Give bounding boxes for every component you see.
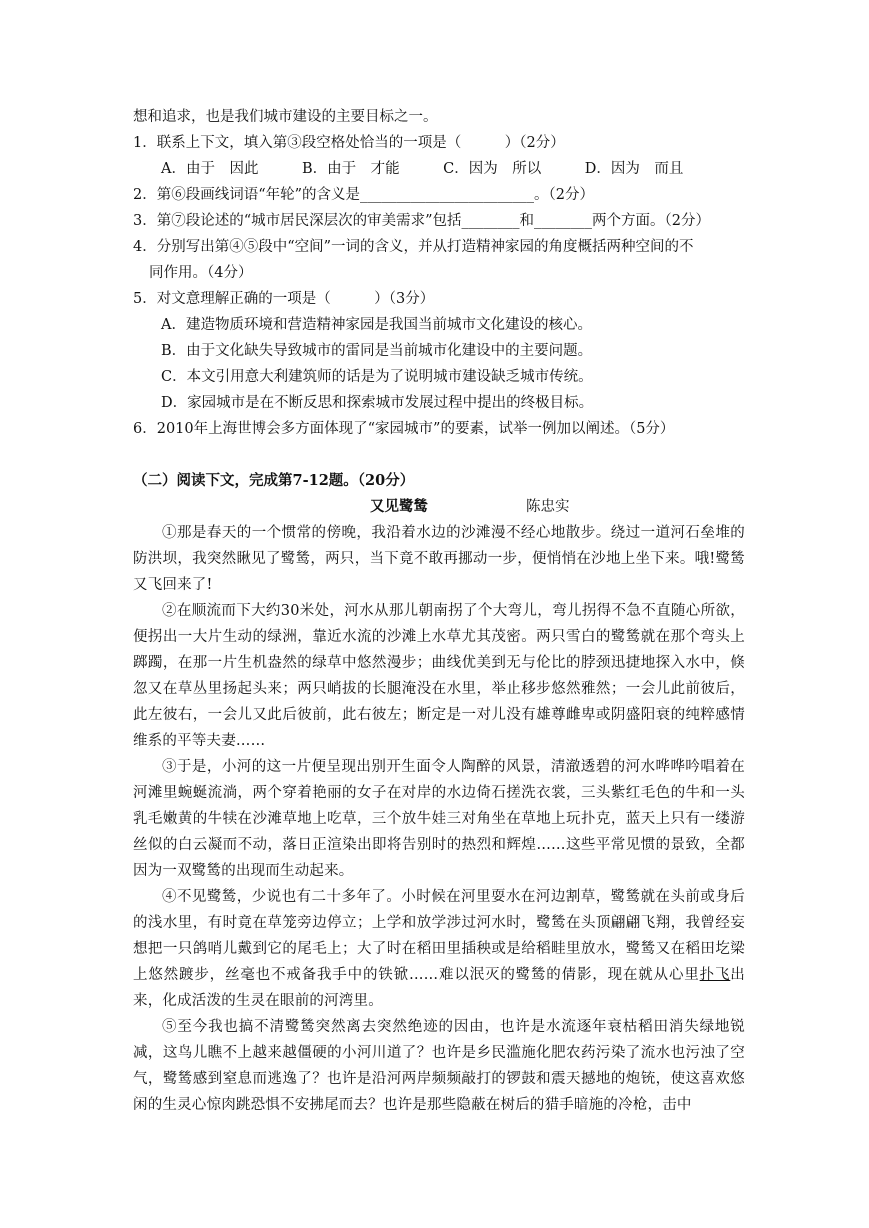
article-title-row [133,494,745,520]
question-4-line-2: 同作用。（4分） [149,265,253,281]
paragraph-5: ⑤至今我也搞不清鹭鸶突然离去突然绝迹的因由，也许是水流逐年衰枯稻田消失绿地锐减，这鸟儿瞧不上越来越僵硬的小河川道了？也许是乡民滥施化肥农药污染了流水也污浊了空气，鹭鸶感到窒息而逃逸了？也许是沿河两岸频频敲打的锣鼓和震天撼地的炮铳，使这喜欢悠闲的生灵心惊肉跳恐惧不安拂尾而去？也许是那些隐蔽在树后的猎手暗施的冷枪，击中 [133,1019,745,1113]
question-4-line-1: 4．分别写出第④⑤段中“空间”一词的含义，并从打造精神家园的角度概括两种空间的不 [133,239,694,255]
question-5-option-d: D．家园城市是在不断反思和探索城市发展过程中提出的终极目标。 [161,395,594,411]
intro-line: 想和追求，也是我们城市建设的主要目标之一。 [133,109,438,125]
question-5-option-a: A．建造物质环境和营造精神家园是我国当前城市文化建设的核心。 [161,317,592,333]
paragraph-4-text-after: 出来，化成活泼的生灵在眼前的河湾里。 [133,967,745,1009]
question-2: 2．第⑥段画线词语“年轮”的含义是________________________。（2分） [133,187,595,203]
question-3: 3．第⑦段论述的“城市居民深层次的审美需求”包括________和________两个方面。（2分） [133,213,711,229]
question-1-options: A．由于 因此 B．由于 才能 C．因为 所以 D．因为 而且 [161,161,684,177]
paragraph-3: ③于是，小河的这一片便呈现出别开生面令人陶醉的风景，清澈透碧的河水哗哗吟唱着在河滩里蜿蜒流淌，两个穿着艳丽的女子在对岸的水边倚石搓洗衣裳，三头紫红毛色的牛和一头乳毛嫩黄的牛犊在沙滩草地上吃草，三个放牛娃三对角坐在草地上玩扑克，蓝天上只有一缕游丝似的白云凝而不动，落日正渲染出即将告别时的热烈和辉煌……这些平常见惯的景致，全都因为一双鹭鸶的出现而生动起来。 [133,759,745,879]
question-5-option-b: B．由于文化缺失导致城市的雷同是当前城市化建设中的主要问题。 [161,343,593,359]
paragraph-4-text-before: ④不见鹭鸶，少说也有二十多年了。小时候在河里耍水在河边割草，鹭鸶就在头前或身后的浅水里，有时竟在草笼旁边停立；上学和放学涉过河水时，鹭鸶在头顶翩翩飞翔，我曾经妄想把一只鸽哨儿戴到它的尾毛上；大了时在稻田里插秧或是给稻畦里放水，鹭鸶又在稻田圪梁上悠然踱步，丝毫也不戒备我手中的铁锨……难以泯灭的鹭鸶的倩影，现在就从心里 [133,889,745,983]
article-author: 陈忠实 [526,499,570,515]
question-1: 1．联系上下文，填入第③段空格处恰当的一项是（ ）（2分） [133,135,565,151]
paragraph-4 [133,884,745,1014]
question-5: 5．对文意理解正确的一项是（ ）（3分） [133,291,435,307]
underlined-word-pufei: 扑飞 [699,967,731,983]
paragraph-2: ②在顺流而下大约30米处，河水从那儿朝南拐了个大弯儿，弯儿拐得不急不直随心所欲，便拐出一大片生动的绿洲，靠近水流的沙滩上水草尤其茂密。两只雪白的鹭鸶就在那个弯头上踯躅，在那一片生机盎然的绿草中悠然漫步；曲线优美到无与伦比的脖颈迅捷地探入水中，倏忽又在草丛里扬起头来；两只峭拔的长腿淹没在水里，举止移步悠然雅然；一会儿此前彼后，此左彼右，一会儿又此后彼前，此右彼左；断定是一对儿没有雄尊雌卑或阴盛阳衰的纯粹感情维系的平等夫妻…… [133,603,745,749]
section-2-heading: （二）阅读下文，完成第7-12题。（20分） [133,472,415,489]
article-title: 又见鹭鸶 [370,498,428,515]
exam-page [133,104,745,1118]
paragraph-1: ①那是春天的一个惯常的傍晚，我沿着水边的沙滩漫不经心地散步。绕过一道河石垒堆的防洪坝，我突然瞅见了鹭鸶，两只，当下竟不敢再挪动一步，便悄悄在沙地上坐下来。哦!鹭鸶又飞回来了! [133,525,745,593]
question-6: 6．2010年上海世博会多方面体现了“家园城市”的要素，试举一例加以阐述。（5分） [133,421,675,437]
section-gap [133,442,745,468]
question-5-option-c: C．本文引用意大利建筑师的话是为了说明城市建设缺乏城市传统。 [161,369,593,385]
